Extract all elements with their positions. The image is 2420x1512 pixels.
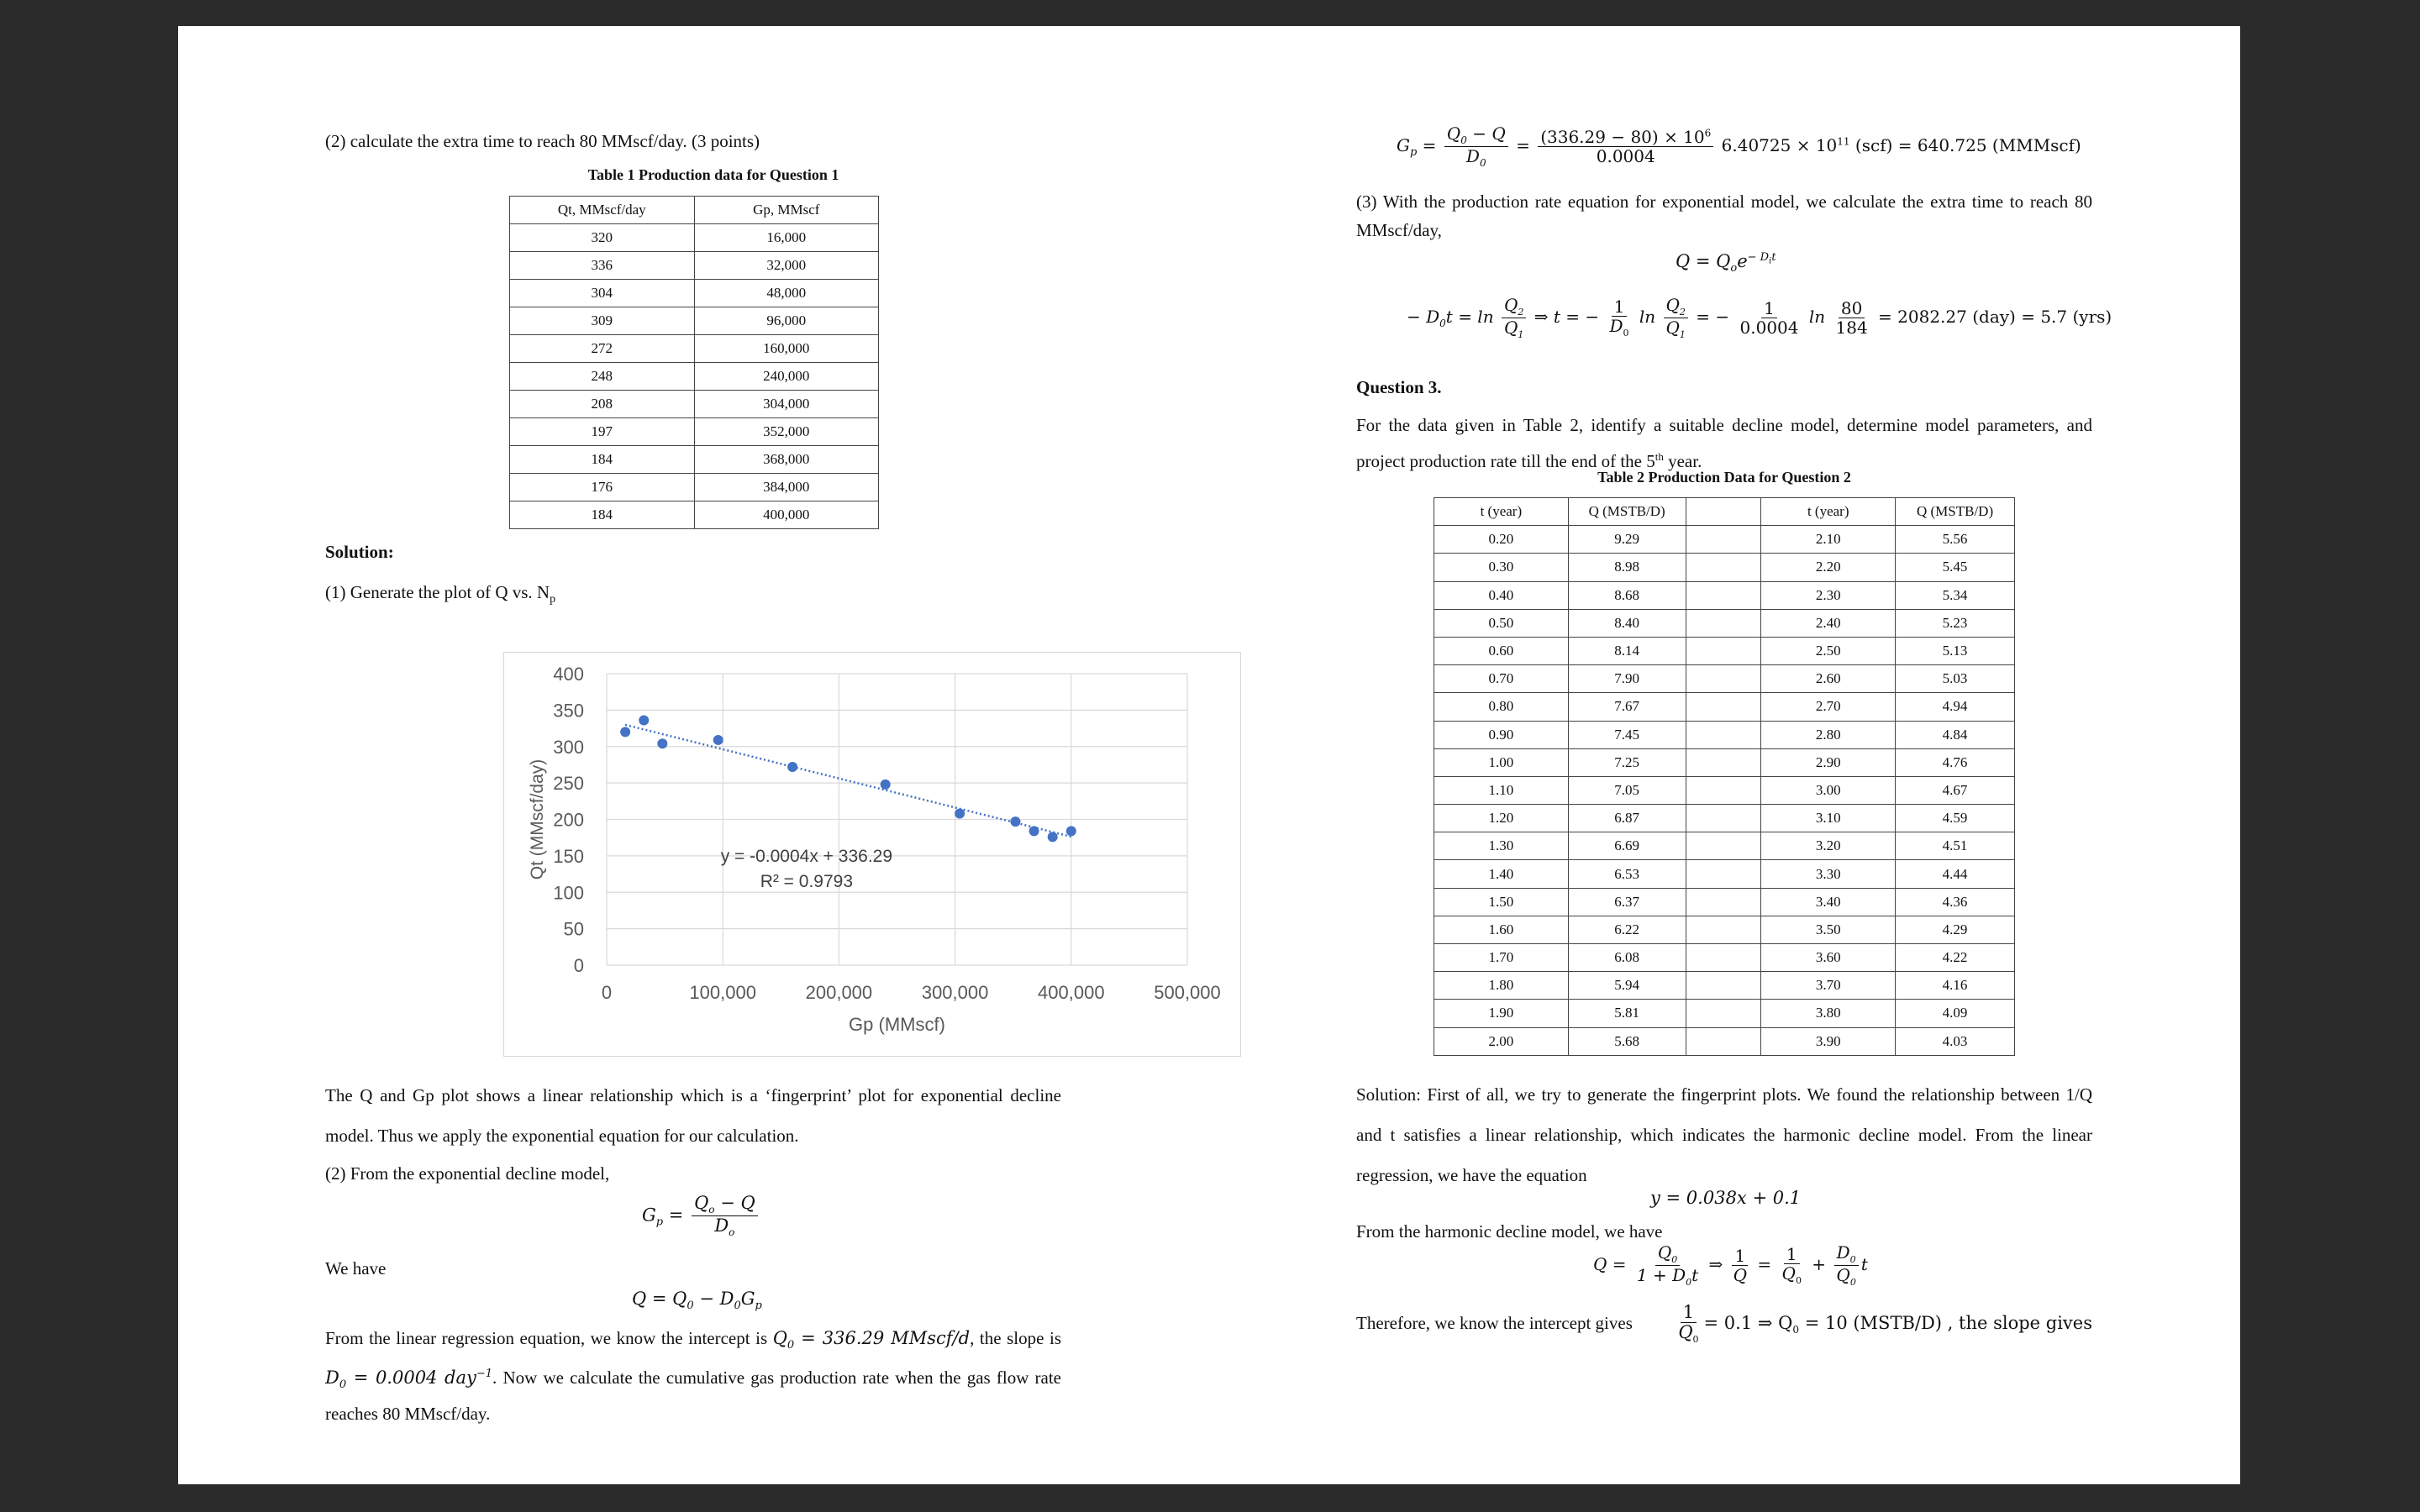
table1-row-cell: 320 [510,224,695,252]
table1-row-cell: 208 [510,391,695,418]
table2-row-cell: 1.20 [1434,805,1569,832]
table2-row-cell: 2.90 [1761,748,1896,776]
table2 [1434,497,2015,1056]
table2-row-cell: 4.36 [1896,888,2015,916]
table1-row-cell: 184 [510,501,695,529]
table1-row-cell: 304 [510,280,695,307]
table2-row [1434,1027,2015,1055]
table2-row [1434,637,2015,664]
y-tick-label: 100 [553,882,584,904]
step1-text [325,579,555,610]
y-tick-label: 250 [553,773,584,795]
eq-intercept: $\frac{1}{Q_0}$ = 0.1 ⇒ $Q_0 = 10$ (MSTB/D) , the slope gives [1678,1302,2092,1346]
table2-row-cell: 3.30 [1761,860,1896,888]
table2-row-cell: 9.29 [1568,526,1686,554]
table1 [509,196,879,529]
r-squared-label: R² = 0.9793 [760,871,854,891]
data-point [1048,832,1058,842]
table2-row [1434,665,2015,693]
table2-header-row [1434,498,2015,526]
table2-row [1434,776,2015,804]
table2-row-cell: 4.67 [1896,776,2015,804]
table1-header-row-cell: Qt, MMscf/day [510,197,695,224]
therefore-line [1356,1303,2092,1345]
table2-row-cell: 3.90 [1761,1027,1896,1055]
table2-row-cell: 3.20 [1761,832,1896,860]
eq-gp-formula: $G_p$ = $\frac{Q_o - Q}{D_o}$ [642,1194,760,1239]
table2-row-cell: 8.68 [1568,581,1686,609]
table2-row-cell: 2.40 [1761,609,1896,637]
table2-row-cell [1686,1027,1761,1055]
table1-row [510,224,879,252]
table2-row-cell: 2.50 [1761,637,1896,664]
table2-row-cell: 6.37 [1568,888,1686,916]
table2-row-cell [1686,693,1761,721]
time-result: = 2082.27 (day) = 5.7 (yrs) [1878,307,2112,328]
data-point [955,809,965,819]
table2-row-cell: 6.53 [1568,860,1686,888]
y-tick-label: 300 [553,736,584,758]
table2-row-cell: 7.25 [1568,748,1686,776]
table2-row [1434,944,2015,972]
table1-row-cell: 309 [510,307,695,335]
gp-result-exponent: 11 [1837,135,1850,148]
table2-header-row-cell: t (year) [1761,498,1896,526]
table2-row-cell: 7.67 [1568,693,1686,721]
table2-row-cell: 7.05 [1568,776,1686,804]
table1-row [510,280,879,307]
para2-slope: $D_0 = 0.0004$ day$^{-1}$ [325,1368,493,1392]
table2-header-row-cell: Q (MSTB/D) [1896,498,2015,526]
table2-row [1434,916,2015,943]
table2-row-cell [1686,805,1761,832]
table2-row-cell: 4.84 [1896,721,2015,748]
chart-svg [504,653,1240,1056]
table2-row-cell: 3.70 [1761,972,1896,1000]
table2-row-cell: 0.60 [1434,637,1569,664]
table2-row-cell: 1.90 [1434,1000,1569,1027]
table1-row-cell: 197 [510,418,695,446]
table2-row [1434,888,2015,916]
x-tick-label: 200,000 [805,982,873,1003]
table2-row-cell: 4.22 [1896,944,2015,972]
table2-row [1434,805,2015,832]
table2-row-cell: 3.80 [1761,1000,1896,1027]
table2-row [1434,972,2015,1000]
table2-row-cell: 1.30 [1434,832,1569,860]
table2-row-cell: 6.87 [1568,805,1686,832]
table2-row-cell: 1.80 [1434,972,1569,1000]
table2-row-cell: 2.20 [1761,554,1896,581]
table1-row-cell: 184 [510,446,695,474]
table1-row-cell: 16,000 [694,224,878,252]
table2-row-cell: 5.03 [1896,665,2015,693]
para2-a: From the linear regression equation, we know the intercept is [325,1328,768,1348]
table1-row [510,501,879,529]
table2-row-cell: 3.00 [1761,776,1896,804]
table2-row-cell [1686,554,1761,581]
regression-equation: y = 0.038x + 0.1 [1650,1188,1802,1208]
table1-row-cell: 48,000 [694,280,878,307]
step1-subscript: p [550,593,556,606]
table2-row-cell: 1.00 [1434,748,1569,776]
table2-row-cell: 2.60 [1761,665,1896,693]
eq-time-derivation: − $D_0t = \ln$ $\frac{Q_2}{Q_1}$ ⇒ t = − $\frac{1}{D_0}$ ln $\frac{Q_2}{Q_1}$ = − $\frac{1}{0.0004}$ ln $\frac{80}{184}$ = 2082.27 (day) = 5.7 (yrs) [1407,295,2112,341]
table2-row-cell: 1.40 [1434,860,1569,888]
x-tick-label: 0 [601,982,613,1003]
y-tick-label: 400 [553,664,584,685]
table2-row-cell: 0.50 [1434,609,1569,637]
q3-desc-b: year. [1663,451,1702,471]
table1-row [510,474,879,501]
x-tick-label: 500,000 [1154,982,1221,1003]
table2-row-cell [1686,581,1761,609]
table1-row-cell: 272 [510,335,695,363]
table2-row-cell: 2.10 [1761,526,1896,554]
data-point [787,762,797,772]
table2-row-cell: 0.70 [1434,665,1569,693]
para2-c: , the slope is [970,1328,1061,1348]
table2-row-cell: 1.10 [1434,776,1569,804]
table1-row-cell: 248 [510,363,695,391]
table2-row-cell [1686,916,1761,943]
table1-row [510,307,879,335]
table1-row [510,335,879,363]
gp-result-tail: (scf) = 640.725 (MMMscf) [1849,135,2081,156]
table2-row-cell: 5.56 [1896,526,2015,554]
table1-caption: Table 1 Production data for Question 1 [587,166,839,183]
therefore-c: = 10 (MSTB/D) , the slope gives [1799,1312,2092,1333]
table2-row-cell: 6.08 [1568,944,1686,972]
table2-row-cell: 7.45 [1568,721,1686,748]
therefore-a: Therefore, we know the intercept gives [1356,1313,1633,1334]
table2-row-cell: 5.45 [1896,554,2015,581]
table1-row [510,418,879,446]
table2-row-cell [1686,721,1761,748]
table2-header-row-cell: Q (MSTB/D) [1568,498,1686,526]
table2-row-cell: 6.22 [1568,916,1686,943]
q3-desc-sup: th [1655,450,1664,463]
data-point [713,735,723,745]
table2-row-cell: 5.23 [1896,609,2015,637]
table2-row-cell: 4.03 [1896,1027,2015,1055]
data-point [657,738,667,748]
table1-row [510,446,879,474]
y-tick-label: 150 [553,845,584,867]
eq-harmonic: Q = $\frac{Q_0}{1 + D_0t}$ ⇒ $\frac{1}{Q}$ = $\frac{1}{Q_0}$ + $\frac{D_0}{Q_0}$ t [1593,1242,1868,1289]
table2-row-cell: 3.60 [1761,944,1896,972]
data-point [639,716,649,726]
y-axis-title: Qt (MMscf/day) [528,759,547,880]
table2-row-cell: 5.34 [1896,581,2015,609]
table2-row-cell [1686,609,1761,637]
document-page [178,26,2240,1484]
table2-row-cell: 8.98 [1568,554,1686,581]
table2-row-cell: 4.94 [1896,693,2015,721]
table2-row-cell [1686,665,1761,693]
table2-row [1434,860,2015,888]
trendline-equation: y = -0.0004x + 336.29 [720,846,893,866]
table2-row-cell: 2.00 [1434,1027,1569,1055]
paragraph-regression [325,1324,1061,1428]
table2-row-cell: 4.29 [1896,916,2015,943]
table2-row [1434,693,2015,721]
table1-row-cell: 400,000 [694,501,878,529]
question3-heading: Question 3. [1356,377,1442,397]
table1-row-cell: 160,000 [694,335,878,363]
eq-gp-result: $G_p$ = $\frac{Q_0 - Q}{D_0}$ = $\frac{(336.29 - 80) \times 10^6}{0.0004}$ $6.40725 \times 10^{11}$ (scf) = 640.725 (MMMscf) [1397,123,2081,170]
table2-row-cell: 7.90 [1568,665,1686,693]
table2-row-cell [1686,526,1761,554]
table1-row-cell: 176 [510,474,695,501]
step1-prefix: (1) Generate the plot of Q vs. N [325,582,550,602]
table2-row-cell [1686,637,1761,664]
x-tick-label: 300,000 [921,982,989,1003]
y-tick-label: 0 [573,955,584,976]
table2-row-cell: 3.10 [1761,805,1896,832]
table2-row-cell: 6.69 [1568,832,1686,860]
table2-row-cell [1686,776,1761,804]
table2-row-cell: 4.09 [1896,1000,2015,1027]
table2-row [1434,1000,2015,1027]
eq-exponential-rate: $Q = Q_oe^{- D_it}$ [1676,251,1776,276]
table1-row-cell: 304,000 [694,391,878,418]
harmonic-intro: From the harmonic decline model, we have [1356,1221,1663,1242]
table2-row-cell: 5.68 [1568,1027,1686,1055]
eq-q-linear: $Q = Q_0 - D_0G_p$ [632,1289,762,1313]
table2-row-cell: 2.70 [1761,693,1896,721]
q-vs-gp-chart [503,652,1241,1057]
part3-text: (3) With the production rate equation for exponential model, we calculate the extra time to reach 80 MMscf/day, [1356,192,2092,240]
x-axis-title: Gp (MMscf) [849,1014,945,1035]
data-point [1066,826,1076,836]
table2-row-cell: 4.44 [1896,860,2015,888]
table1-header-row [510,197,879,224]
table2-row [1434,748,2015,776]
table2-row [1434,721,2015,748]
table2-row-cell: 4.59 [1896,805,2015,832]
table2-row-cell: 4.76 [1896,748,2015,776]
table2-row [1434,526,2015,554]
we-have-text: We have [325,1258,387,1278]
table2-row-cell: 5.13 [1896,637,2015,664]
table2-row-cell: 0.40 [1434,581,1569,609]
table2-row-cell: 8.14 [1568,637,1686,664]
table2-row-cell [1686,1000,1761,1027]
table2-row-cell: 0.30 [1434,554,1569,581]
table2-row [1434,832,2015,860]
table1-row-cell: 336 [510,252,695,280]
y-tick-label: 350 [553,700,584,722]
data-point [1029,826,1039,836]
para2-intercept-value: 336.29 MMscf/d [822,1328,971,1348]
table1-header-row-cell: Gp, MMscf [694,197,878,224]
table2-row-cell: 5.81 [1568,1000,1686,1027]
table2-row-cell: 0.90 [1434,721,1569,748]
table2-row-cell: 0.20 [1434,526,1569,554]
table2-row-cell: 3.50 [1761,916,1896,943]
table2-row-cell [1686,832,1761,860]
table2-row-cell: 2.30 [1761,581,1896,609]
x-tick-label: 100,000 [689,982,756,1003]
para2-slope-value: 0.0004 day [375,1368,476,1389]
step2-text: (2) From the exponential decline model, [325,1163,610,1184]
y-tick-label: 50 [563,918,584,940]
table2-row-cell: 3.40 [1761,888,1896,916]
table2-row-cell: 8.40 [1568,609,1686,637]
q3-desc-a: For the data given in Table 2, identify a suitable decline model, determine model parameters, and project production rate till the end of the 5 [1356,415,2092,471]
table2-row-cell [1686,860,1761,888]
data-point [620,727,630,737]
table2-row-cell [1686,972,1761,1000]
table2-row-cell: 1.60 [1434,916,1569,943]
x-tick-label: 400,000 [1038,982,1105,1003]
table2-row-cell: 1.50 [1434,888,1569,916]
table1-row-cell: 96,000 [694,307,878,335]
table2-row-cell: 4.51 [1896,832,2015,860]
table1-row-cell: 240,000 [694,363,878,391]
solution-heading: Solution: [325,542,394,562]
gp-result-value: 6.40725 × 10 [1721,135,1838,156]
para2-e: . Now we calculate the cumulative gas production rate when the gas flow rate reaches 80 MMscf/day. [325,1368,1062,1425]
table2-row [1434,609,2015,637]
table1-row [510,363,879,391]
table1-row [510,252,879,280]
para2-intercept: $Q_0 = 336.29$ MMscf/d [772,1328,971,1352]
data-point [1010,816,1020,827]
solution-paragraph: Solution: First of all, we try to generate the fingerprint plots. We found the relationship between 1/Q and t satisfies a linear relationship, which indicates the harmonic decline model. From the linear regression, we have the equation [1356,1084,2092,1185]
table1-row [510,391,879,418]
table2-row-cell [1686,888,1761,916]
table2-header-row-cell [1686,498,1761,526]
table2-caption: Table 2 Production Data for Question 2 [1597,469,1851,486]
table2-row-cell: 5.94 [1568,972,1686,1000]
table2-header-row-cell: t (year) [1434,498,1569,526]
table2-row-cell [1686,944,1761,972]
data-point [881,780,891,790]
table2-row-cell: 1.70 [1434,944,1569,972]
table1-row-cell: 32,000 [694,252,878,280]
therefore-b: = 0.1 ⇒ Q [1703,1312,1793,1333]
table1-row-cell: 368,000 [694,446,878,474]
table2-row [1434,581,2015,609]
table1-row-cell: 384,000 [694,474,878,501]
table2-row-cell: 4.16 [1896,972,2015,1000]
paragraph-fingerprint: The Q and Gp plot shows a linear relationship which is a ‘fingerprint’ plot for exponential decline model. Thus we apply the exponential equation for our calculation. [325,1085,1061,1146]
question-part-2: (2) calculate the extra time to reach 80 MMscf/day. (3 points) [325,131,760,151]
table2-row-cell: 0.80 [1434,693,1569,721]
table2-row [1434,554,2015,581]
table2-row-cell [1686,748,1761,776]
table1-row-cell: 352,000 [694,418,878,446]
table2-row-cell: 2.80 [1761,721,1896,748]
y-tick-label: 200 [553,809,584,831]
